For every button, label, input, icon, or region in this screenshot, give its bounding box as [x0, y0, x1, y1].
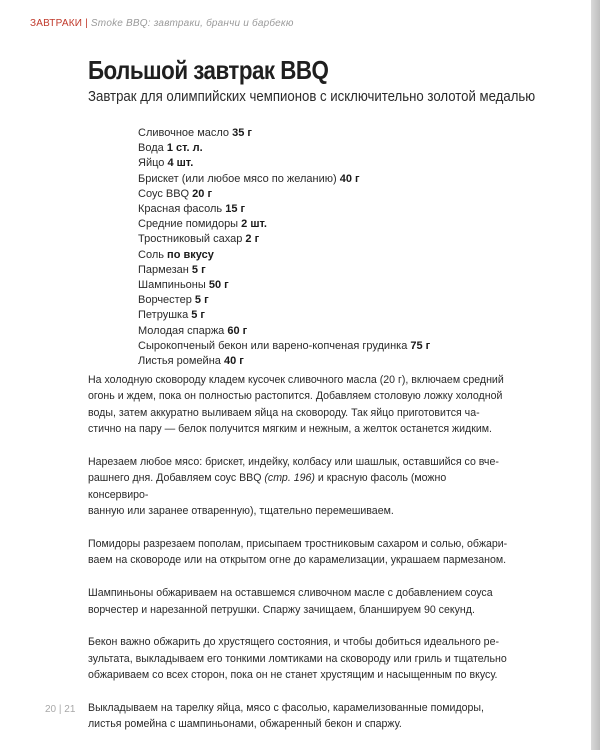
ingredient-name: Пармезан — [138, 263, 189, 276]
ingredient-quantity: по вкусу — [167, 248, 214, 261]
ingredient-quantity: 40 г — [223, 355, 244, 368]
ingredient-quantity: 4 шт. — [167, 157, 194, 170]
text-line: стично на пару — белок получится мягким и нежным, а желток останется жидким. — [88, 423, 493, 436]
method-text — [88, 372, 508, 749]
ingredient-quantity: 35 г — [232, 127, 252, 139]
method-paragraph — [88, 372, 508, 438]
ingredient-item — [138, 324, 430, 339]
ingredient-item — [138, 248, 430, 263]
ingredient-name: Сливочное масло — [138, 127, 230, 139]
ingredient-name: Петрушка — [138, 309, 189, 322]
ingredient-item — [138, 278, 430, 293]
ingredient-quantity: 5 г — [194, 294, 209, 307]
ingredient-item — [138, 308, 430, 323]
running-header — [30, 18, 294, 29]
ingredient-quantity: 1 ст. л. — [166, 142, 203, 155]
text-line: ваем на сковороде или на открытом огне до карамелизации, украшаем пармезаном. — [88, 554, 507, 567]
ingredient-name: Молодая спаржа — [138, 324, 225, 337]
ingredient-quantity: 50 г — [208, 279, 229, 292]
header-separator: | — [85, 18, 88, 29]
text-line: воды, затем аккуратно выливаем яйца на сковороду. Так яйцо приготовится ча- — [88, 406, 480, 419]
ingredient-name: Соус BBQ — [138, 187, 190, 200]
ingredient-name: Средние помидоры — [138, 218, 239, 231]
recipe-subtitle: Завтрак для олимпийских чемпионов с исключительно золотой медалью — [88, 88, 536, 105]
ingredient-quantity: 2 г — [245, 233, 260, 246]
text-line: огонь и ждем, пока он полностью растопится. Добавляем столовую ложку холодной — [88, 390, 503, 403]
ingredient-quantity: 20 г — [192, 187, 213, 200]
ingredient-list — [138, 126, 430, 369]
ingredient-quantity: 2 шт. — [241, 218, 267, 231]
page-reference: (стр. 196) — [264, 472, 315, 485]
method-paragraph — [88, 585, 508, 618]
ingredient-quantity: 15 г — [225, 203, 246, 216]
ingredient-item — [138, 354, 430, 369]
ingredient-item — [138, 172, 430, 187]
text-line: обжариваем со всех сторон, пока он не станет хрустящим и насыщенным по вкусу. — [88, 669, 498, 682]
ingredient-quantity: 40 г — [339, 172, 360, 185]
ingredient-quantity: 5 г — [191, 309, 206, 322]
ingredient-quantity: 60 г — [227, 324, 248, 337]
ingredient-name: Листья ромейна — [138, 355, 221, 368]
page-edge — [591, 0, 600, 750]
ingredient-name: Соль — [138, 248, 164, 261]
text-line: Выкладываем на тарелку яйца, мясо с фасолью, карамелизованные помидоры, — [88, 702, 484, 715]
method-paragraph — [88, 700, 508, 733]
ingredient-item — [138, 217, 430, 232]
ingredient-item — [138, 339, 430, 354]
ingredient-quantity: 75 г — [410, 339, 431, 352]
ingredient-name: Вода — [138, 142, 164, 155]
header-book-title: Smoke BBQ: завтраки, бранчи и барбекю — [90, 18, 294, 29]
ingredient-item — [138, 141, 430, 156]
text-line: зультата, выкладываем его тонкими ломтиками на сковороду или гриль и тщательно — [88, 652, 507, 665]
ingredient-item — [138, 126, 430, 141]
text-line: рашнего дня. Добавляем соус BBQ — [88, 472, 262, 485]
recipe-title: Большой завтрак BBQ — [88, 55, 329, 85]
ingredient-name: Шампиньоны — [138, 279, 206, 292]
header-section-label: ЗАВТРАКИ — [30, 18, 83, 29]
ingredient-item — [138, 232, 430, 247]
ingredient-name: Сырокопченый бекон или варено-копченая грудинка — [138, 339, 408, 352]
text-line: и красную фасоль (можно консервиро- — [88, 472, 447, 501]
text-line: ворчестер и нарезанной петрушки. Спаржу зачищаем, бланшируем 90 секунд. — [88, 603, 475, 616]
ingredient-name: Тростниковый сахар — [138, 233, 243, 246]
text-line: листья ромейна с шампиньонами, обжаренный бекон и спаржу. — [88, 718, 402, 731]
text-line: ванную или заранее отваренную), тщательно перемешиваем. — [88, 505, 394, 518]
method-paragraph — [88, 536, 508, 569]
ingredient-name: Ворчестер — [138, 294, 192, 307]
method-paragraph — [88, 454, 508, 520]
ingredient-item — [138, 202, 430, 217]
ingredient-name: Яйцо — [138, 157, 165, 170]
text-line: Нарезаем любое мясо: брискет, индейку, колбасу или шашлык, оставшийся со вче- — [88, 456, 499, 469]
method-paragraph — [88, 634, 508, 683]
ingredient-item — [138, 293, 430, 308]
page-numbers: 20 | 21 — [45, 704, 76, 715]
ingredient-quantity: 5 г — [191, 263, 206, 276]
text-line: Помидоры разрезаем пополам, присыпаем тростниковым сахаром и солью, обжари- — [88, 538, 508, 551]
text-line: На холодную сковороду кладем кусочек сливочного масла (20 г), включаем средний — [88, 374, 504, 386]
ingredient-name: Красная фасоль — [138, 203, 223, 216]
text-line: Бекон важно обжарить до хрустящего состояния, и чтобы добиться идеального ре- — [88, 636, 499, 649]
text-line: Шампиньоны обжариваем на оставшемся сливочном масле с добавлением соуса — [88, 587, 493, 600]
ingredient-item — [138, 156, 430, 171]
ingredient-item — [138, 187, 430, 202]
ingredient-name: Брискет (или любое мясо по желанию) — [138, 172, 337, 185]
ingredient-item — [138, 263, 430, 278]
